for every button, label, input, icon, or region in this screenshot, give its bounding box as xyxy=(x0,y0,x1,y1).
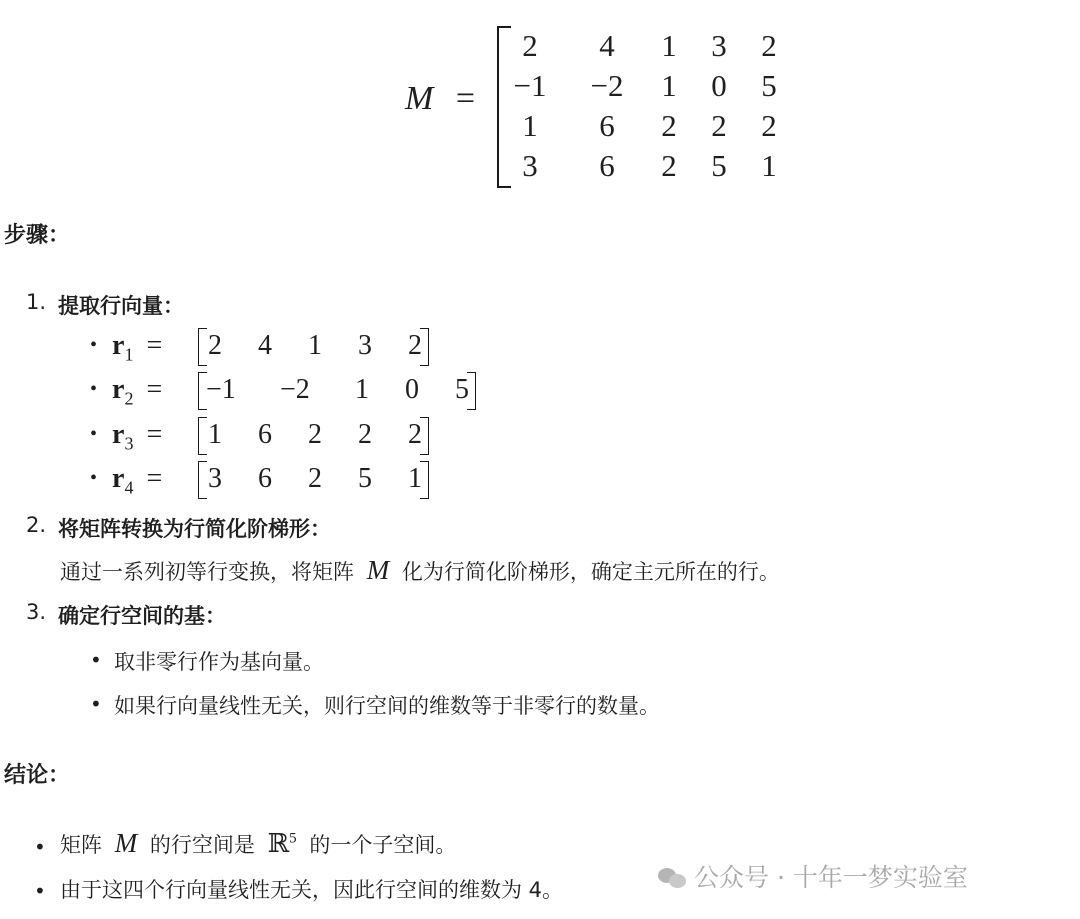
vector-value: 1 xyxy=(208,419,222,450)
matrix-cell: 5 xyxy=(761,68,777,103)
vector-left-bracket xyxy=(198,417,207,455)
vector-left-bracket xyxy=(198,461,207,499)
vector-value: 2 xyxy=(308,463,322,494)
description-text: 通过一系列初等行变换，将矩阵 xyxy=(60,560,354,584)
vector-value: 6 xyxy=(258,419,272,450)
matrix-cell: 1 xyxy=(522,108,538,143)
step-number: 3. xyxy=(26,600,47,624)
conclusion-text: 的一个子空间。 xyxy=(309,833,457,857)
vector-value: 5 xyxy=(358,463,372,494)
matrix-cell: 5 xyxy=(711,148,727,183)
matrix-cell: 2 xyxy=(661,148,677,183)
vector-lhs: $r_4$ = xyxy=(112,463,163,498)
step-label: 将矩阵转换为行简化阶梯形： xyxy=(58,517,331,541)
vector-right-bracket xyxy=(420,461,429,499)
list-item: 取非零行作为基向量。 xyxy=(114,650,324,674)
vector-lhs: $r_2$ = xyxy=(112,374,163,409)
bullet-dot: • xyxy=(90,334,98,356)
row-vector-4 xyxy=(90,461,510,503)
matrix-cell: 2 xyxy=(761,28,777,63)
bullet-dot: • xyxy=(90,423,98,445)
conclusion-item-1 xyxy=(60,828,456,859)
row-vector-2 xyxy=(90,372,510,414)
vector-value: 2 xyxy=(308,419,322,450)
conclusion-text: 矩阵 xyxy=(60,833,102,857)
vector-value: −2 xyxy=(280,374,310,405)
vector-right-bracket xyxy=(420,328,429,366)
bullet-dot: • xyxy=(34,879,46,903)
vector-value: 2 xyxy=(358,419,372,450)
matrix-cell: −1 xyxy=(513,68,547,103)
bullet-dot: • xyxy=(34,835,46,859)
list-item: 如果行向量线性无关，则行空间的维数等于非零行的数量。 xyxy=(114,694,660,718)
step-label: 提取行向量： xyxy=(58,294,184,318)
equals-sign: = xyxy=(455,80,476,117)
step-number: 2. xyxy=(26,513,47,537)
matrix-cell: 2 xyxy=(761,108,777,143)
vector-right-bracket xyxy=(467,372,476,410)
vector-value: 3 xyxy=(208,463,222,494)
matrix-cell: 1 xyxy=(761,148,777,183)
step-number: 1. xyxy=(26,290,47,314)
matrix-cell: 3 xyxy=(522,148,538,183)
vector-lhs: $r_3$ = xyxy=(112,419,163,454)
conclusion-text: 的行空间是 xyxy=(149,833,255,857)
matrix-cell: 1 xyxy=(661,28,677,63)
matrix-cell: −2 xyxy=(590,68,624,103)
matrix-lhs xyxy=(405,80,475,118)
matrix-name: M xyxy=(405,80,434,117)
matrix-cell: 2 xyxy=(711,108,727,143)
description-text: 化为行简化阶梯形，确定主元所在的行。 xyxy=(401,560,780,584)
bullet-dot: • xyxy=(90,378,98,400)
watermark-text: 公众号 · 十年一梦实验室 xyxy=(694,863,968,892)
step-label: 确定行空间的基： xyxy=(58,604,226,628)
vector-value: 0 xyxy=(405,374,419,405)
vector-value: 1 xyxy=(308,330,322,361)
vector-value: 3 xyxy=(358,330,372,361)
vector-right-bracket xyxy=(420,417,429,455)
matrix-cell: 3 xyxy=(711,28,727,63)
vector-value: 1 xyxy=(408,463,422,494)
matrix-cell: 0 xyxy=(711,68,727,103)
matrix-cell: 2 xyxy=(661,108,677,143)
matrix-symbol: M xyxy=(114,828,138,858)
conclusion-heading: 结论： xyxy=(4,763,71,788)
matrix-symbol: M xyxy=(366,555,390,585)
matrix-cell: 6 xyxy=(599,108,615,143)
row-vector-3 xyxy=(90,417,510,459)
bullet-dot: • xyxy=(90,692,102,716)
matrix-cell: 6 xyxy=(599,148,615,183)
vector-value: 4 xyxy=(258,330,272,361)
vector-left-bracket xyxy=(198,328,207,366)
vector-value: 5 xyxy=(455,374,469,405)
wechat-icon xyxy=(658,866,688,888)
vector-value: 1 xyxy=(355,374,369,405)
row-vector-1 xyxy=(90,328,510,370)
conclusion-item-2: 由于这四个行向量线性无关，因此行空间的维数为 4。 xyxy=(60,878,564,902)
vector-value: −1 xyxy=(206,374,236,405)
steps-heading: 步骤： xyxy=(4,223,71,248)
vector-value: 2 xyxy=(208,330,222,361)
vector-value: 2 xyxy=(408,419,422,450)
watermark xyxy=(658,858,968,894)
matrix-cell: 1 xyxy=(661,68,677,103)
matrix-cell: 4 xyxy=(599,28,615,63)
bullet-dot: • xyxy=(90,648,102,672)
real-space-symbol: ℝ$^5$ xyxy=(267,829,297,858)
bullet-dot: • xyxy=(90,467,98,489)
step-description xyxy=(60,555,780,586)
vector-lhs: $r_1$ = xyxy=(112,330,163,365)
matrix-cell: 2 xyxy=(522,28,538,63)
vector-value: 2 xyxy=(408,330,422,361)
vector-value: 6 xyxy=(258,463,272,494)
